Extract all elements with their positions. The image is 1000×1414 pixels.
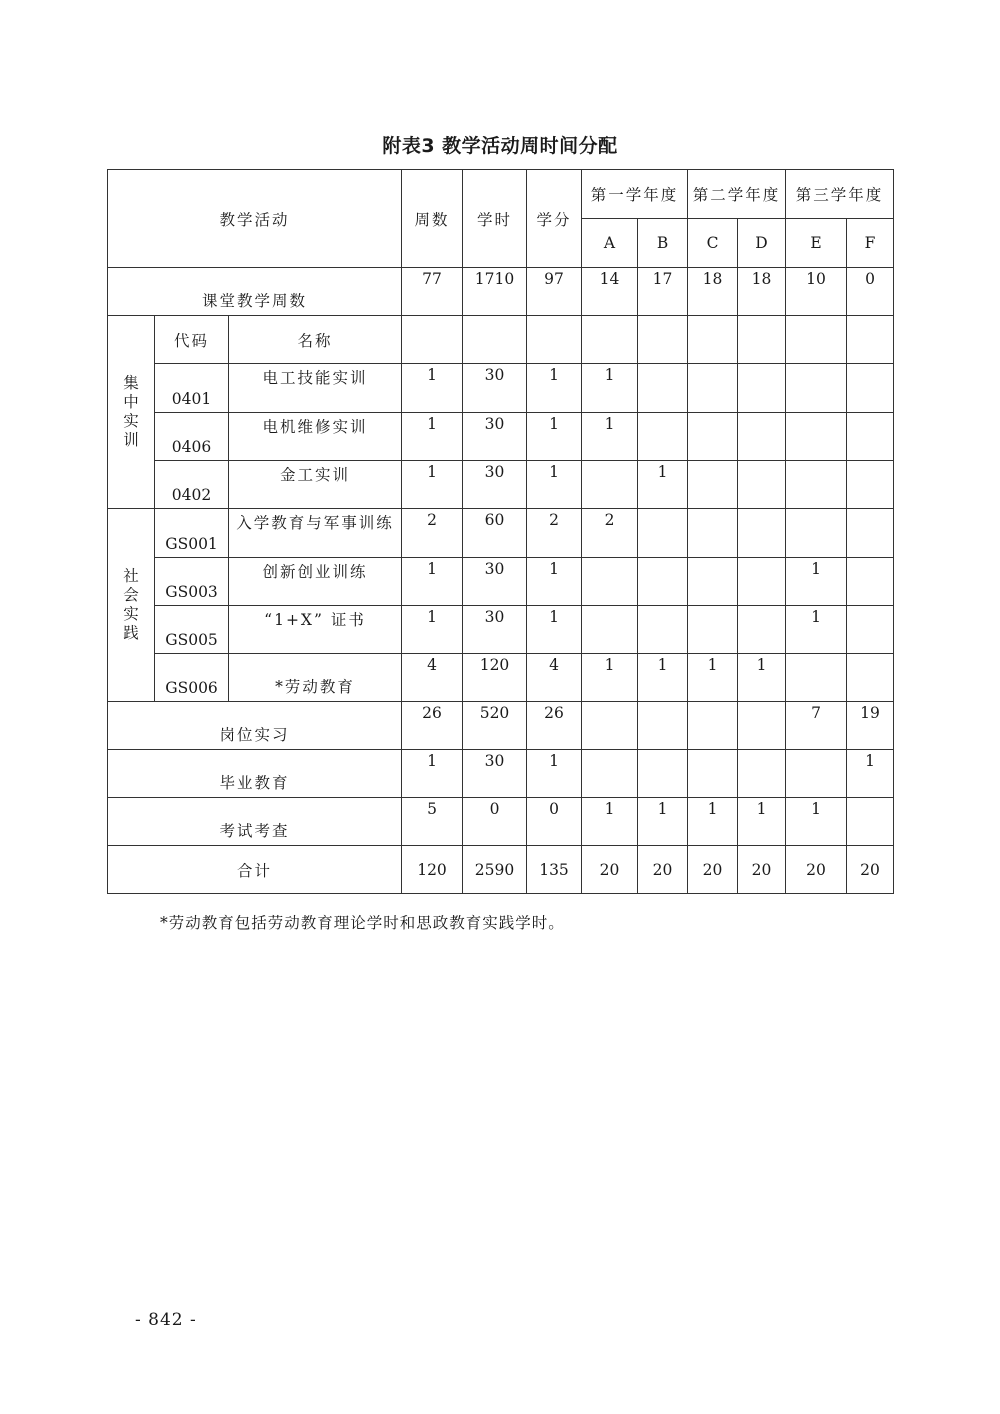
term-cell bbox=[738, 702, 786, 750]
term-cell bbox=[688, 413, 738, 461]
hours-cell: 30 bbox=[463, 461, 527, 509]
hours-cell: 30 bbox=[463, 750, 527, 798]
activity-label: 毕业教育 bbox=[108, 750, 402, 798]
term-cell bbox=[582, 558, 638, 606]
group1-header-row bbox=[108, 316, 894, 364]
course-code: 0406 bbox=[155, 413, 229, 461]
weeks-cell: 1 bbox=[402, 461, 463, 509]
term-cell bbox=[786, 461, 847, 509]
term-cell bbox=[638, 364, 688, 413]
term-cell: 1 bbox=[688, 798, 738, 846]
credits-cell: 1 bbox=[527, 364, 582, 413]
term-cell bbox=[638, 702, 688, 750]
table-row bbox=[108, 606, 894, 654]
table-row bbox=[108, 702, 894, 750]
footnote: *劳动教育包括劳动教育理论学时和思政教育实践学时。 bbox=[160, 914, 565, 932]
header-term-a: A bbox=[582, 219, 638, 268]
total-term-cell: 20 bbox=[582, 846, 638, 894]
header-hours: 学时 bbox=[463, 170, 527, 268]
table-row bbox=[108, 798, 894, 846]
term-cell bbox=[847, 558, 894, 606]
term-cell: 1 bbox=[638, 461, 688, 509]
total-term-cell: 20 bbox=[847, 846, 894, 894]
header-row-1 bbox=[108, 170, 894, 219]
total-term-cell: 20 bbox=[688, 846, 738, 894]
table-row bbox=[108, 558, 894, 606]
course-name: 电工技能实训 bbox=[229, 364, 402, 413]
term-cell bbox=[582, 750, 638, 798]
classroom-label: 课堂教学周数 bbox=[108, 268, 402, 316]
course-code: GS006 bbox=[155, 654, 229, 702]
credits-cell: 4 bbox=[527, 654, 582, 702]
total-term-cell: 20 bbox=[786, 846, 847, 894]
classroom-term-f: 0 bbox=[847, 268, 894, 316]
term-cell bbox=[786, 364, 847, 413]
term-cell bbox=[688, 461, 738, 509]
activity-label: 岗位实习 bbox=[108, 702, 402, 750]
hours-cell: 520 bbox=[463, 702, 527, 750]
term-cell: 1 bbox=[582, 654, 638, 702]
table-row bbox=[108, 509, 894, 558]
hours-cell: 30 bbox=[463, 364, 527, 413]
page-number: - 842 - bbox=[135, 1310, 197, 1330]
term-cell: 1 bbox=[638, 654, 688, 702]
group-label-training: 集中实训 bbox=[108, 316, 155, 509]
term-cell: 1 bbox=[582, 413, 638, 461]
hours-cell: 30 bbox=[463, 606, 527, 654]
term-cell bbox=[688, 558, 738, 606]
course-name: 金工实训 bbox=[229, 461, 402, 509]
term-cell: 1 bbox=[847, 750, 894, 798]
course-name: “1+X” 证书 bbox=[229, 606, 402, 654]
credits-cell: 1 bbox=[527, 606, 582, 654]
group-label-practice: 社会实践 bbox=[108, 509, 155, 702]
classroom-term-a: 14 bbox=[582, 268, 638, 316]
total-credits: 135 bbox=[527, 846, 582, 894]
term-cell bbox=[847, 654, 894, 702]
weeks-cell: 4 bbox=[402, 654, 463, 702]
term-cell: 1 bbox=[786, 558, 847, 606]
weeks-cell: 1 bbox=[402, 413, 463, 461]
classroom-row bbox=[108, 268, 894, 316]
course-code: 0402 bbox=[155, 461, 229, 509]
credits-cell: 2 bbox=[527, 509, 582, 558]
credits-cell: 1 bbox=[527, 750, 582, 798]
term-cell: 1 bbox=[786, 606, 847, 654]
header-credits: 学分 bbox=[527, 170, 582, 268]
header-term-f: F bbox=[847, 219, 894, 268]
activity-label: 考试考查 bbox=[108, 798, 402, 846]
term-cell bbox=[786, 509, 847, 558]
term-cell bbox=[688, 509, 738, 558]
header-year-3: 第三学年度 bbox=[786, 170, 894, 219]
term-cell: 2 bbox=[582, 509, 638, 558]
credits-cell: 26 bbox=[527, 702, 582, 750]
weeks-cell: 2 bbox=[402, 509, 463, 558]
term-cell: 1 bbox=[738, 798, 786, 846]
name-header: 名称 bbox=[229, 316, 402, 364]
term-cell: 19 bbox=[847, 702, 894, 750]
total-hours: 2590 bbox=[463, 846, 527, 894]
hours-cell: 0 bbox=[463, 798, 527, 846]
term-cell bbox=[638, 509, 688, 558]
term-cell bbox=[582, 461, 638, 509]
term-cell bbox=[738, 461, 786, 509]
table-row bbox=[108, 461, 894, 509]
total-weeks: 120 bbox=[402, 846, 463, 894]
classroom-hours: 1710 bbox=[463, 268, 527, 316]
term-cell bbox=[847, 413, 894, 461]
header-term-d: D bbox=[738, 219, 786, 268]
term-cell bbox=[738, 413, 786, 461]
activity-week-table bbox=[107, 169, 894, 894]
weeks-cell: 1 bbox=[402, 606, 463, 654]
weeks-cell: 1 bbox=[402, 750, 463, 798]
term-cell bbox=[786, 750, 847, 798]
hours-cell: 60 bbox=[463, 509, 527, 558]
term-cell bbox=[786, 413, 847, 461]
table-row bbox=[108, 750, 894, 798]
hours-cell: 30 bbox=[463, 558, 527, 606]
header-activity: 教学活动 bbox=[108, 170, 402, 268]
term-cell bbox=[638, 750, 688, 798]
course-code: 0401 bbox=[155, 364, 229, 413]
credits-cell: 1 bbox=[527, 558, 582, 606]
table-row bbox=[108, 654, 894, 702]
course-code: GS003 bbox=[155, 558, 229, 606]
total-term-cell: 20 bbox=[738, 846, 786, 894]
term-cell bbox=[582, 606, 638, 654]
course-name: 创新创业训练 bbox=[229, 558, 402, 606]
classroom-credits: 97 bbox=[527, 268, 582, 316]
weeks-cell: 26 bbox=[402, 702, 463, 750]
course-code: GS005 bbox=[155, 606, 229, 654]
course-name: 入学教育与军事训练 bbox=[229, 509, 402, 558]
term-cell: 1 bbox=[688, 654, 738, 702]
credits-cell: 0 bbox=[527, 798, 582, 846]
header-weeks: 周数 bbox=[402, 170, 463, 268]
header-year-1: 第一学年度 bbox=[582, 170, 688, 219]
term-cell bbox=[847, 606, 894, 654]
table-row bbox=[108, 413, 894, 461]
weeks-cell: 1 bbox=[402, 558, 463, 606]
term-cell bbox=[738, 509, 786, 558]
term-cell: 7 bbox=[786, 702, 847, 750]
page-title: 附表3 教学活动周时间分配 bbox=[382, 135, 618, 157]
weeks-cell: 1 bbox=[402, 364, 463, 413]
header-year-2: 第二学年度 bbox=[688, 170, 786, 219]
header-term-e: E bbox=[786, 219, 847, 268]
weeks-cell: 5 bbox=[402, 798, 463, 846]
term-cell bbox=[847, 461, 894, 509]
term-cell bbox=[638, 413, 688, 461]
term-cell bbox=[847, 798, 894, 846]
classroom-term-c: 18 bbox=[688, 268, 738, 316]
term-cell: 1 bbox=[582, 364, 638, 413]
hours-cell: 120 bbox=[463, 654, 527, 702]
term-cell bbox=[847, 364, 894, 413]
term-cell: 1 bbox=[738, 654, 786, 702]
term-cell bbox=[582, 702, 638, 750]
header-term-c: C bbox=[688, 219, 738, 268]
term-cell bbox=[786, 654, 847, 702]
term-cell: 1 bbox=[582, 798, 638, 846]
total-row bbox=[108, 846, 894, 894]
classroom-weeks: 77 bbox=[402, 268, 463, 316]
hours-cell: 30 bbox=[463, 413, 527, 461]
term-cell bbox=[688, 750, 738, 798]
total-term-cell: 20 bbox=[638, 846, 688, 894]
credits-cell: 1 bbox=[527, 461, 582, 509]
table-row bbox=[108, 364, 894, 413]
total-label: 合计 bbox=[108, 846, 402, 894]
term-cell bbox=[688, 702, 738, 750]
code-header: 代码 bbox=[155, 316, 229, 364]
header-term-b: B bbox=[638, 219, 688, 268]
term-cell bbox=[638, 606, 688, 654]
classroom-term-d: 18 bbox=[738, 268, 786, 316]
course-name: 电机维修实训 bbox=[229, 413, 402, 461]
term-cell: 1 bbox=[786, 798, 847, 846]
term-cell bbox=[738, 750, 786, 798]
term-cell: 1 bbox=[638, 798, 688, 846]
credits-cell: 1 bbox=[527, 413, 582, 461]
classroom-term-b: 17 bbox=[638, 268, 688, 316]
term-cell bbox=[738, 558, 786, 606]
term-cell bbox=[738, 364, 786, 413]
term-cell bbox=[688, 606, 738, 654]
term-cell bbox=[847, 509, 894, 558]
classroom-term-e: 10 bbox=[786, 268, 847, 316]
term-cell bbox=[688, 364, 738, 413]
course-code: GS001 bbox=[155, 509, 229, 558]
term-cell bbox=[638, 558, 688, 606]
course-name: *劳动教育 bbox=[229, 654, 402, 702]
term-cell bbox=[738, 606, 786, 654]
